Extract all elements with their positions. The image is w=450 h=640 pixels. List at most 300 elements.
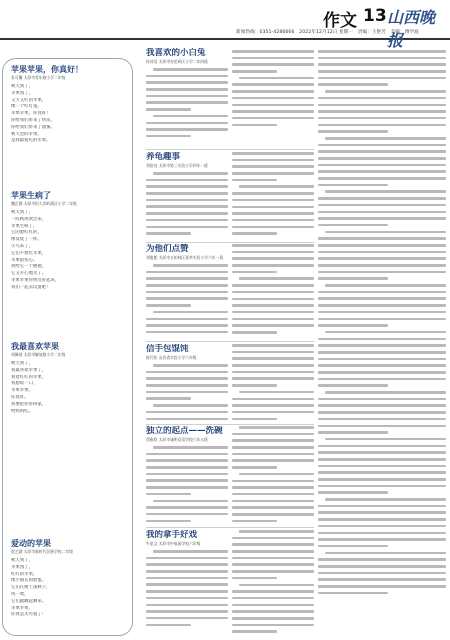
- body-text-line: [146, 570, 228, 573]
- article: [146, 244, 228, 340]
- poem-line: 小鸟来了，: [11, 243, 33, 249]
- article-author: 孙沐语 太原市杏花岭区小学二年四班: [146, 59, 208, 64]
- body-text-line: [232, 165, 314, 168]
- body-text-line: [146, 590, 228, 593]
- body-text-line: [232, 377, 314, 380]
- body-text-line: [153, 404, 228, 407]
- body-text-line: [146, 453, 228, 456]
- body-text-line: [146, 232, 191, 235]
- poem-line: 是我最爱吃的水果。: [11, 138, 51, 144]
- body-text-line: [239, 277, 314, 280]
- body-text-line: [146, 95, 228, 98]
- body-text-line: [153, 500, 228, 503]
- body-text-line: [318, 485, 446, 488]
- body-text-line: [153, 364, 228, 367]
- body-text-line: [318, 63, 446, 66]
- body-text-line: [232, 83, 314, 86]
- body-text-line: [232, 617, 314, 620]
- body-text-line: [146, 212, 228, 215]
- body-text-line: [318, 411, 446, 414]
- body-text-line: [232, 486, 314, 489]
- body-text-line: [232, 506, 314, 509]
- body-text-line: [318, 371, 446, 374]
- body-text-line: [232, 493, 314, 496]
- body-text-line: [153, 68, 228, 71]
- body-text-line: [232, 219, 314, 222]
- body-text-line: [146, 271, 228, 274]
- body-text-line: [232, 570, 314, 573]
- body-text-line: [146, 479, 228, 482]
- body-text-line: [239, 584, 314, 587]
- column-divider: [146, 424, 314, 425]
- body-text-line: [232, 57, 314, 60]
- body-text-line: [318, 184, 388, 187]
- body-text-line: [232, 364, 314, 367]
- article-continued: [232, 50, 314, 148]
- body-text-line: [146, 617, 228, 620]
- body-text-line: [232, 411, 314, 414]
- article: [146, 426, 228, 526]
- body-text-line: [232, 232, 277, 235]
- column-divider: [146, 527, 314, 528]
- body-text-line: [232, 557, 314, 560]
- body-text-line: [232, 199, 314, 202]
- body-text-line: [146, 391, 228, 394]
- body-text-line: [146, 377, 228, 380]
- body-text-line: [232, 624, 314, 627]
- body-text-line: [146, 520, 191, 523]
- body-text-line: [318, 264, 446, 267]
- poem-line: 我要把你带回家，: [11, 401, 47, 407]
- body-text-line: [318, 224, 388, 227]
- article-title: 我的拿手好戏: [146, 530, 198, 540]
- body-text-line: [146, 199, 228, 202]
- poem-line: 苹果熟了，: [11, 564, 33, 570]
- body-text-line: [232, 124, 277, 127]
- body-text-line: [232, 70, 277, 73]
- body-text-line: [232, 459, 314, 462]
- body-text-line: [318, 170, 446, 173]
- body-text-line: [232, 466, 277, 469]
- poem-line: 一阵秋风吹过来，: [11, 216, 47, 222]
- article: [146, 344, 228, 424]
- poem-title: 我最喜欢苹果: [11, 342, 59, 351]
- body-text-line: [318, 211, 446, 214]
- body-text-line: [318, 398, 446, 401]
- body-text-line: [146, 493, 191, 496]
- body-text-line: [232, 104, 314, 107]
- poem-author: 魏芷涵 太原市恒大洋岭溪区小学二年级: [11, 201, 77, 206]
- body-text-line: [239, 185, 314, 188]
- header-info-line: 新闻热线：0351-4286666 2022年12月12日 星期一 责编：王艳芳 美编：傅学波: [236, 30, 419, 35]
- body-text-line: [325, 438, 446, 441]
- poem-line: 我最喜欢苹果了，: [11, 367, 47, 373]
- article: [146, 48, 228, 148]
- body-text-line: [146, 577, 228, 580]
- body-text-line: [146, 486, 228, 489]
- article-body: [146, 264, 228, 333]
- body-text-line: [318, 291, 446, 294]
- body-text-line: [232, 63, 314, 66]
- poem: [11, 342, 127, 415]
- poem-author: 胡佩瑶 太原市解放路小学二年级: [11, 352, 66, 357]
- body-text-line: [232, 298, 314, 301]
- body-text-line: [318, 244, 446, 247]
- body-text-line: [232, 331, 277, 334]
- body-text-line: [232, 563, 314, 566]
- body-text-line: [146, 583, 228, 586]
- body-text-line: [318, 384, 388, 387]
- article: [146, 530, 228, 636]
- body-text-line: [146, 604, 228, 607]
- body-text-line: [318, 425, 446, 428]
- body-text-line: [318, 324, 388, 327]
- body-text-line: [318, 558, 446, 561]
- section-label: 作文: [323, 11, 357, 31]
- body-text-line: [232, 192, 314, 195]
- body-text-line: [232, 271, 277, 274]
- body-text-line: [318, 378, 446, 381]
- poem-body: [11, 84, 127, 145]
- body-text-line: [146, 192, 228, 195]
- body-text-line: [146, 371, 228, 374]
- body-text-line: [232, 446, 314, 449]
- body-text-line: [146, 81, 228, 84]
- body-text-line: [232, 550, 314, 553]
- poem-line: 看着红红的苹果，: [11, 374, 47, 380]
- body-text-line: [318, 197, 446, 200]
- body-text-line: [146, 185, 228, 188]
- article-author: 刘宸亮 太原市第三实验小学四年一班: [146, 163, 208, 168]
- body-text-line: [146, 597, 228, 600]
- body-text-line: [232, 50, 314, 53]
- body-text-line: [318, 458, 446, 461]
- poem-line: 秋天里的苹果，: [11, 131, 42, 137]
- article-body: [146, 446, 228, 522]
- body-text-line: [146, 75, 228, 78]
- body-text-line: [232, 206, 314, 209]
- body-text-line: [318, 144, 446, 147]
- body-text-line: [239, 391, 314, 394]
- body-text-line: [318, 565, 446, 568]
- column-divider: [146, 341, 314, 342]
- body-text-line: [232, 577, 277, 580]
- body-text-line: [232, 344, 314, 347]
- body-text-line: [325, 284, 446, 287]
- body-text-line: [318, 297, 446, 300]
- poem-line: 你给我们带来了快乐，: [11, 117, 55, 123]
- body-text-line: [232, 384, 277, 387]
- body-text-line: [232, 453, 314, 456]
- body-text-line: [318, 538, 446, 541]
- poem-line: 秋天到了，: [11, 361, 33, 366]
- body-text-line: [239, 530, 314, 533]
- body-text-line: [318, 97, 446, 100]
- body-text-line: [146, 557, 228, 560]
- body-text-line: [146, 563, 228, 566]
- poem-line: 苹果苹果，: [11, 605, 33, 611]
- body-text-line: [146, 466, 228, 469]
- body-text-line: [318, 110, 446, 113]
- body-text-line: [318, 157, 446, 160]
- body-text-line: [232, 159, 314, 162]
- body-text-line: [318, 451, 446, 454]
- body-text-line: [146, 284, 228, 287]
- article-author: 蔡雅欣 太原市诚明双语学校六年五班: [146, 437, 208, 442]
- body-text-line: [146, 411, 228, 414]
- body-text-line: [232, 433, 314, 436]
- body-text-line: [239, 426, 314, 429]
- article-author: 陈代钦 山西省实验小学六年级: [146, 355, 197, 360]
- article-body: [146, 68, 228, 137]
- poem-body: [11, 361, 127, 415]
- body-text-line: [153, 311, 228, 314]
- body-text-line: [318, 257, 446, 260]
- poem-line: 风一吹，: [11, 591, 29, 597]
- body-text-line: [232, 311, 314, 314]
- body-text-line: [146, 277, 228, 280]
- body-text-line: [318, 304, 446, 307]
- poem-line: 秋天到了，: [11, 84, 33, 89]
- body-text-line: [153, 172, 228, 175]
- body-text-line: [318, 164, 446, 167]
- body-text-line: [146, 297, 228, 300]
- body-text-line: [318, 518, 446, 521]
- body-text-line: [232, 543, 314, 546]
- body-text-line: [318, 204, 446, 207]
- article-author: 刘俊熙 太原市万柏林区嘉华实验小学六年一班: [146, 255, 224, 260]
- body-text-line: [318, 83, 388, 86]
- body-text-line: [232, 257, 314, 260]
- poem-line: 你给我们带来了甜蜜。: [11, 124, 55, 130]
- body-text-line: [232, 251, 314, 254]
- body-text-line: [239, 77, 314, 80]
- body-text-line: [146, 331, 228, 334]
- body-text-line: [232, 179, 277, 182]
- article-title: 独立的起点——洗碗: [146, 426, 223, 436]
- body-text-line: [318, 592, 388, 595]
- body-text-line: [232, 610, 314, 613]
- body-text-line: [232, 284, 314, 287]
- body-text-line: [153, 446, 228, 449]
- article-continued: [232, 244, 314, 340]
- body-text-line: [232, 520, 277, 523]
- article: [146, 152, 228, 242]
- body-text-line: [232, 304, 314, 307]
- body-text-line: [146, 397, 191, 400]
- article-title: 为他们点赞: [146, 244, 189, 254]
- body-text-line: [146, 418, 228, 421]
- body-text-line: [232, 117, 314, 120]
- body-text-line: [239, 473, 314, 476]
- body-text-line: [232, 226, 314, 229]
- body-text-line: [153, 264, 228, 267]
- body-text-line: [318, 351, 446, 354]
- article-continued: [232, 530, 314, 636]
- body-text-line: [325, 498, 446, 501]
- body-text-line: [318, 532, 446, 535]
- body-text-line: [318, 57, 446, 60]
- poem-line: 像发烧了一样。: [11, 237, 42, 243]
- body-text-line: [232, 351, 314, 354]
- body-text-line: [146, 219, 228, 222]
- column-divider: [146, 149, 314, 150]
- article-title: 养龟趣事: [146, 152, 181, 162]
- poem-line: 苹果很伤心。: [11, 257, 38, 263]
- body-text-line: [318, 50, 446, 53]
- body-text-line: [318, 404, 446, 407]
- body-text-line: [318, 471, 446, 474]
- poem-line: 我们一起去玩耍吧！: [11, 284, 51, 290]
- body-text-line: [232, 244, 314, 247]
- body-text-line: [318, 478, 446, 481]
- body-text-line: [318, 271, 446, 274]
- body-text-line: [146, 226, 228, 229]
- body-text-line: [146, 205, 228, 208]
- body-text-line: [318, 491, 388, 494]
- body-text-line: [146, 108, 191, 111]
- body-text-line: [232, 264, 314, 267]
- article-continued-right: [318, 50, 446, 636]
- body-text-line: [232, 418, 277, 421]
- poem-line: 我给它一个拥抱，: [11, 264, 47, 270]
- article-body: [146, 172, 228, 235]
- poem-line: 它们在树上荡秋千，: [11, 585, 51, 591]
- body-text-line: [318, 150, 446, 153]
- body-text-line: [318, 418, 446, 421]
- poem-body: [11, 558, 127, 619]
- article-continued: [232, 426, 314, 526]
- poem-line: 它的脸红红的，: [11, 230, 42, 236]
- poem-line: 红红的苹果，: [11, 571, 38, 577]
- body-text-line: [318, 318, 446, 321]
- sidebar-poems: [2, 58, 133, 636]
- body-text-line: [232, 513, 314, 516]
- body-text-line: [232, 590, 314, 593]
- article-continued: [232, 344, 314, 424]
- body-text-line: [232, 318, 314, 321]
- body-text-line: [146, 324, 228, 327]
- body-text-line: [325, 90, 446, 93]
- poem-line: 它们不想吃苹果，: [11, 250, 47, 256]
- body-text-line: [232, 357, 314, 360]
- body-text-line: [318, 572, 446, 575]
- poem-line: 你真是太可爱了！: [11, 612, 47, 618]
- page-number: 13: [363, 6, 387, 26]
- body-text-line: [318, 70, 446, 73]
- body-text-line: [232, 110, 314, 113]
- body-text-line: [232, 291, 314, 294]
- body-text-line: [153, 550, 228, 553]
- poem-line: 苹果苹果，: [11, 388, 33, 394]
- body-text-line: [146, 179, 228, 182]
- body-text-line: [318, 358, 446, 361]
- poem: [11, 539, 127, 619]
- body-text-line: [146, 304, 191, 307]
- body-text-line: [232, 212, 314, 215]
- body-text-line: [318, 505, 446, 508]
- poem-line: 苹果苹果你快点好起来，: [11, 277, 60, 283]
- body-text-line: [146, 128, 228, 131]
- body-text-line: [232, 152, 314, 155]
- poem-body: [11, 210, 127, 292]
- body-text-line: [318, 445, 446, 448]
- body-text-line: [146, 291, 228, 294]
- body-text-line: [232, 439, 314, 442]
- body-text-line: [146, 318, 228, 321]
- page-header: [0, 0, 450, 50]
- body-text-line: [146, 122, 228, 125]
- poem-line: 苹果苹果，你真好！: [11, 111, 51, 117]
- newspaper-logo: 山西晚报: [387, 8, 436, 50]
- body-text-line: [146, 610, 228, 613]
- body-text-line: [318, 578, 446, 581]
- body-text-line: [318, 311, 446, 314]
- body-text-line: [146, 624, 191, 627]
- body-text-line: [146, 101, 228, 104]
- article-body: [146, 364, 228, 420]
- body-text-line: [232, 604, 314, 607]
- poem-line: 我想咬一口，: [11, 381, 38, 387]
- body-text-line: [318, 130, 388, 133]
- body-text-line: [232, 371, 314, 374]
- body-text-line: [318, 465, 446, 468]
- body-text-line: [232, 480, 314, 483]
- body-text-line: [318, 277, 388, 280]
- poem-line: 苹果熟了，: [11, 90, 33, 96]
- body-text-line: [232, 398, 314, 401]
- poem-title: 苹果苹果，你真好！: [11, 65, 83, 74]
- body-text-line: [325, 391, 446, 394]
- poem-line: 你真好。: [11, 394, 29, 400]
- body-text-line: [325, 231, 446, 234]
- article-author: 牛思文 太原市中福园学校六年级: [146, 541, 201, 546]
- body-text-line: [232, 324, 314, 327]
- poem-line: 给妈妈吃。: [11, 408, 33, 414]
- body-text-line: [232, 97, 314, 100]
- poem: [11, 191, 127, 292]
- body-text-line: [325, 331, 446, 334]
- body-text-line: [318, 217, 446, 220]
- body-text-line: [318, 364, 446, 367]
- article-continued: [232, 152, 314, 242]
- body-text-line: [318, 585, 446, 588]
- body-text-line: [146, 459, 228, 462]
- body-text-line: [146, 384, 228, 387]
- body-text-line: [146, 506, 228, 509]
- body-text-line: [232, 500, 314, 503]
- body-text-line: [318, 177, 446, 180]
- body-text-line: [146, 513, 228, 516]
- body-text-line: [325, 190, 446, 193]
- body-text-line: [232, 537, 314, 540]
- body-text-line: [146, 135, 191, 138]
- poem-line: 秋天到了，: [11, 210, 33, 215]
- poem-line: 像小朋友的脸蛋。: [11, 578, 47, 584]
- body-text-line: [318, 431, 388, 434]
- poem-line: 苹果生病了，: [11, 223, 38, 229]
- poem-title: 爱动的苹果: [11, 539, 51, 548]
- poem-line: 它又开心地笑了。: [11, 271, 47, 277]
- poem-author: 张可馨 太原市青年路小学二年级: [11, 75, 66, 80]
- body-text-line: [318, 344, 446, 347]
- column-divider: [146, 242, 314, 243]
- body-text-line: [318, 511, 446, 514]
- article-title: 我喜欢的小白兔: [146, 48, 206, 58]
- poem-line: 秋天到了，: [11, 558, 33, 563]
- poem-title: 苹果生病了: [11, 191, 51, 200]
- body-text-line: [146, 88, 228, 91]
